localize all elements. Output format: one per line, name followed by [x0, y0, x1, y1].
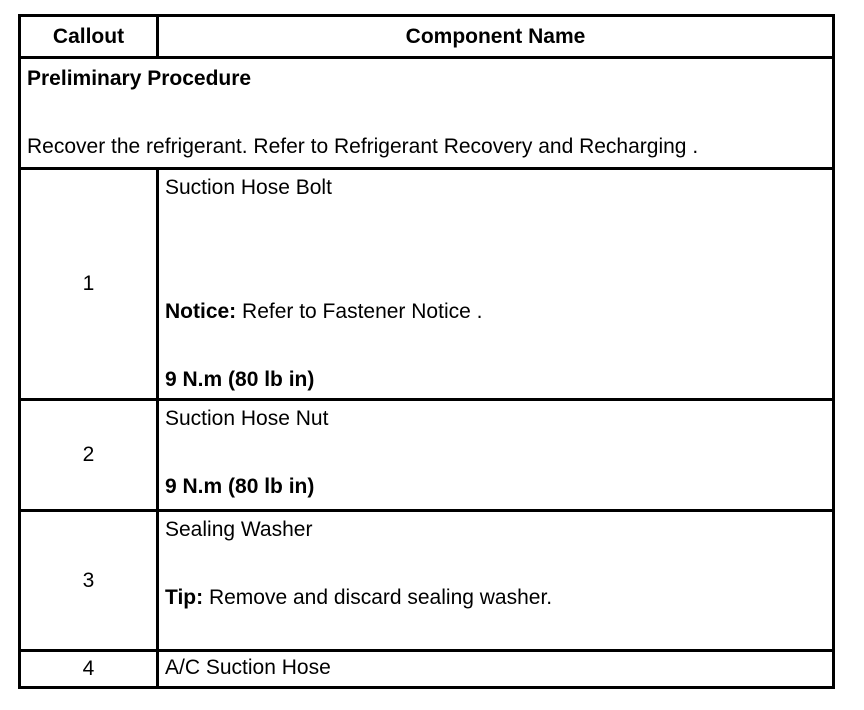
- component-name-header: Component Name: [158, 16, 834, 58]
- component-cell: [158, 511, 834, 651]
- tip: [165, 584, 832, 612]
- notice-text: Refer to Fastener Notice .: [236, 300, 483, 323]
- table-row: [20, 651, 834, 688]
- table-row: [20, 169, 834, 400]
- callout-number: 2: [20, 400, 158, 511]
- component-cell: [158, 651, 834, 688]
- callout-header: Callout: [20, 16, 158, 58]
- component-name: A/C Suction Hose: [165, 656, 331, 679]
- tip-text: Remove and discard sealing washer.: [203, 586, 553, 609]
- component-table: [18, 14, 835, 689]
- torque-spec: 9 N.m (80 lb in): [165, 368, 315, 391]
- notice: [165, 298, 832, 326]
- notice-label: Notice:: [165, 300, 237, 323]
- torque-spec: 9 N.m (80 lb in): [165, 475, 315, 498]
- header-row: [20, 16, 834, 58]
- table-row: [20, 400, 834, 511]
- component-name: Suction Hose Bolt: [165, 176, 332, 199]
- preliminary-title: Preliminary Procedure: [27, 67, 252, 90]
- callout-number: 1: [20, 169, 158, 400]
- component-cell: [158, 400, 834, 511]
- table-row: [20, 511, 834, 651]
- component-cell: [158, 169, 834, 400]
- component-name: Suction Hose Nut: [165, 407, 329, 430]
- component-name: Sealing Washer: [165, 518, 313, 541]
- preliminary-cell: [20, 58, 834, 169]
- tip-label: Tip:: [165, 586, 204, 609]
- callout-number: 4: [20, 651, 158, 688]
- preliminary-row: [20, 58, 834, 169]
- preliminary-text: Recover the refrigerant. Refer to Refrigerant Recovery and Recharging .: [27, 135, 699, 158]
- callout-number: 3: [20, 511, 158, 651]
